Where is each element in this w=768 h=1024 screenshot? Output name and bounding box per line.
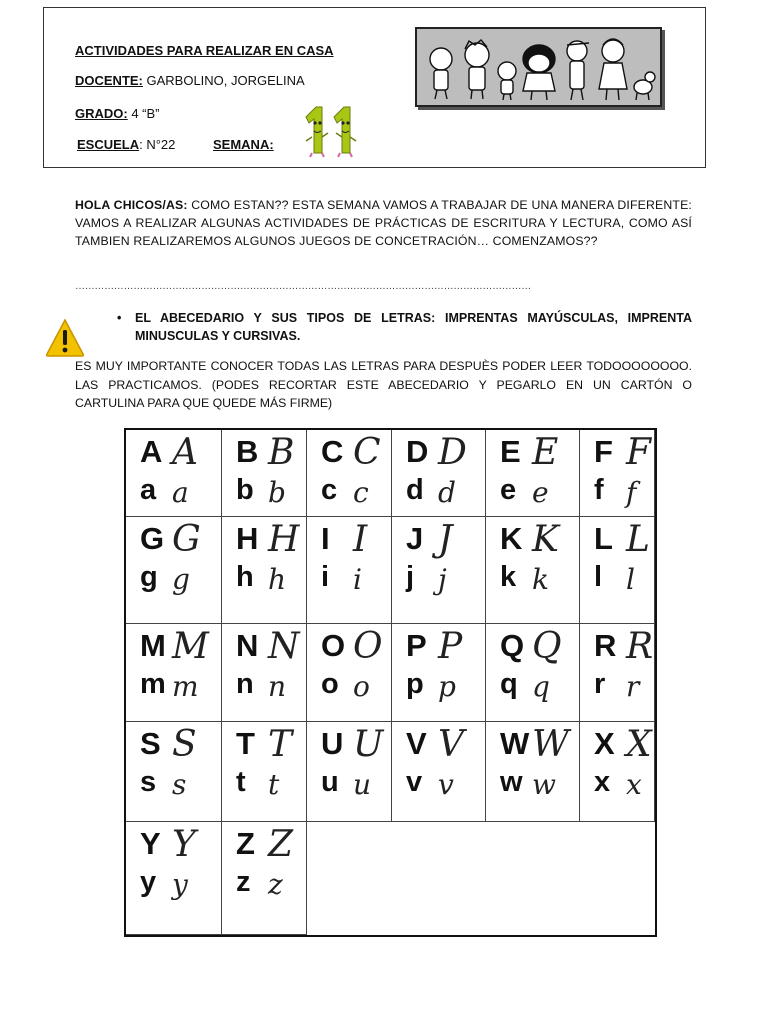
alphabet-cell-w [486, 722, 580, 822]
letter-cursive-upper: G [172, 519, 201, 560]
letter-print-lower: j [406, 561, 415, 593]
letter-print-lower: k [500, 561, 517, 593]
letter-print-upper: Q [500, 628, 525, 663]
letter-print-lower: q [500, 668, 518, 700]
letter-cursive-upper: P [438, 626, 463, 667]
letter-print-lower: l [594, 561, 603, 593]
letter-print-upper: E [500, 434, 521, 469]
letter-print-lower: b [236, 474, 254, 506]
bullet-marker: • [117, 311, 122, 325]
letter-print-upper: W [500, 726, 530, 761]
letter-print-lower: g [140, 561, 158, 593]
letter-cursive-upper: Z [268, 824, 294, 865]
letter-print-upper: D [406, 434, 429, 469]
week-number-digit-1 [306, 107, 328, 157]
letter-print-lower: i [321, 561, 330, 593]
alphabet-cell-n [222, 624, 307, 722]
letter-print-upper: B [236, 434, 259, 469]
letter-print-lower: y [140, 866, 157, 898]
letter-cursive-upper: U [353, 724, 384, 765]
letter-cursive-lower: v [438, 768, 454, 801]
letter-print-upper: R [594, 628, 617, 663]
letter-print-lower: m [140, 668, 166, 700]
letter-cursive-upper: R [626, 626, 654, 667]
letter-cursive-lower: t [268, 768, 280, 801]
letter-print-lower: o [321, 668, 339, 700]
letter-print-lower: d [406, 474, 424, 506]
letter-cursive-lower: e [532, 476, 549, 509]
letter-print-upper: V [406, 726, 427, 761]
letter-cursive-upper: I [353, 519, 368, 560]
letter-print-upper: A [140, 434, 163, 469]
alphabet-cell-l [580, 517, 655, 624]
docente-label: DOCENTE: [75, 73, 143, 88]
letter-print-lower: s [140, 766, 157, 798]
grado-label: GRADO: [75, 106, 128, 121]
letter-cursive-lower: c [353, 476, 369, 509]
docente-value: GARBOLINO, JORGELINA [142, 73, 305, 88]
alphabet-cell-q [486, 624, 580, 722]
letter-cursive-lower: a [172, 476, 189, 509]
intro-paragraph [75, 196, 692, 250]
alphabet-cell-r [580, 624, 655, 722]
letter-print-lower: c [321, 474, 338, 506]
alphabet-cell-a [126, 430, 222, 517]
letter-print-upper: F [594, 434, 613, 469]
letter-cursive-upper: Q [532, 626, 562, 667]
letter-print-lower: v [406, 766, 423, 798]
letter-print-lower: t [236, 766, 246, 798]
letter-cursive-lower: w [532, 768, 556, 801]
letter-print-lower: n [236, 668, 254, 700]
letter-print-upper: I [321, 521, 330, 556]
letter-print-upper: N [236, 628, 259, 663]
alphabet-cell-c [307, 430, 392, 517]
letter-cursive-upper: M [172, 626, 209, 667]
letter-cursive-upper: W [532, 724, 570, 765]
letter-print-upper: X [594, 726, 615, 761]
alphabet-cell-f [580, 430, 655, 517]
letter-print-upper: J [406, 521, 424, 556]
letter-print-upper: S [140, 726, 161, 761]
letter-cursive-lower: l [626, 563, 635, 596]
letter-print-lower: w [500, 766, 523, 798]
letter-print-upper: K [500, 521, 523, 556]
letter-cursive-upper: T [268, 724, 293, 765]
letter-cursive-upper: S [172, 724, 197, 765]
letter-print-upper: Z [236, 826, 255, 861]
alphabet-cell-e [486, 430, 580, 517]
intro-text: COMO ESTAN?? ESTA SEMANA VAMOS A TRABAJAR DE UNA MANERA DIFERENTE: VAMOS A REALIZAR ALGUNAS ACTIVIDADES DE PRÁCTICAS DE ESCRITURA Y LECTURA, COMO ASÍ TAMBIEN REALIZAREMOS ALGUNOS JUEGOS DE CONCETRACIÓN… COMENZAMOS?? [75, 198, 692, 248]
letter-cursive-upper: E [532, 432, 559, 473]
letter-cursive-lower: o [353, 670, 370, 703]
letter-cursive-upper: J [438, 519, 453, 560]
alphabet-cell-m [126, 624, 222, 722]
alphabet-cell-s [126, 722, 222, 822]
alphabet-cell-y [126, 822, 222, 935]
letter-print-lower: x [594, 766, 611, 798]
dotted-separator: …………………………………………………………………………………………………………………………… [75, 281, 531, 292]
letter-cursive-upper: F [626, 432, 651, 473]
mafalda-characters-illustration [415, 27, 662, 107]
alphabet-cell-p [392, 624, 486, 722]
letter-cursive-upper: V [438, 724, 464, 765]
letter-print-upper: L [594, 521, 613, 556]
letter-cursive-lower: x [626, 768, 642, 801]
letter-print-lower: e [500, 474, 517, 506]
letter-cursive-upper: O [353, 626, 383, 667]
letter-cursive-lower: j [438, 563, 447, 596]
letter-cursive-lower: q [532, 670, 550, 703]
semana-line [213, 137, 274, 152]
escuela-line [77, 137, 175, 152]
letter-cursive-lower: p [438, 670, 456, 703]
letter-print-lower: f [594, 474, 604, 506]
letter-cursive-upper: A [172, 432, 198, 473]
alphabet-cell-u [307, 722, 392, 822]
letter-print-lower: z [236, 866, 251, 898]
letter-cursive-upper: K [532, 519, 559, 560]
letter-cursive-upper: Y [172, 824, 196, 865]
letter-cursive-lower: m [172, 670, 199, 703]
grado-value: 4 “B” [127, 106, 160, 121]
letter-cursive-upper: N [268, 626, 300, 667]
letter-cursive-lower: s [172, 768, 187, 801]
semana-label: SEMANA: [213, 137, 274, 152]
letter-print-upper: Y [140, 826, 161, 861]
alphabet-cell-h [222, 517, 307, 624]
letter-cursive-lower: z [268, 868, 283, 901]
alphabet-cell-v [392, 722, 486, 822]
letter-cursive-lower: r [626, 670, 640, 703]
letter-cursive-lower: b [268, 476, 286, 509]
letter-cursive-lower: i [353, 563, 362, 596]
alphabet-cell-d [392, 430, 486, 517]
alphabet-cell-b [222, 430, 307, 517]
letter-print-lower: r [594, 668, 606, 700]
letter-cursive-lower: d [438, 476, 456, 509]
letter-print-lower: u [321, 766, 339, 798]
letter-cursive-lower: g [172, 563, 190, 596]
docente-line [75, 73, 305, 88]
letter-cursive-lower: f [626, 476, 637, 509]
bullet-text: EL ABECEDARIO Y SUS TIPOS DE LETRAS: IMPRENTAS MAYÚSCULAS, IMPRENTA MINUSCULAS Y CURSIVAS. [135, 311, 692, 343]
alphabet-cell-x [580, 722, 655, 822]
letter-print-lower: p [406, 668, 424, 700]
worksheet-title: ACTIVIDADES PARA REALIZAR EN CASA [75, 43, 334, 58]
letter-print-upper: P [406, 628, 427, 663]
letter-print-lower: a [140, 474, 157, 506]
alphabet-cell-j [392, 517, 486, 624]
letter-cursive-lower: n [268, 670, 287, 703]
week-number-graphic [300, 103, 362, 159]
letter-cursive-upper: C [353, 432, 381, 473]
letter-print-upper: O [321, 628, 346, 663]
letter-print-upper: G [140, 521, 165, 556]
letter-cursive-upper: D [438, 432, 467, 473]
alphabet-cell-z [222, 822, 307, 935]
letter-cursive-upper: H [268, 519, 300, 560]
letter-print-lower: h [236, 561, 254, 593]
alphabet-chart [124, 428, 657, 937]
alphabet-cell-g [126, 517, 222, 624]
alphabet-cell-o [307, 624, 392, 722]
letter-cursive-lower: h [268, 563, 287, 596]
letter-cursive-lower: u [353, 768, 372, 801]
intro-greeting: HOLA CHICOS/AS: [75, 198, 188, 212]
letter-print-upper: C [321, 434, 344, 469]
letter-print-upper: T [236, 726, 255, 761]
alphabet-cell-i [307, 517, 392, 624]
letter-cursive-upper: L [626, 519, 650, 560]
instructions-paragraph: ES MUY IMPORTANTE CONOCER TODAS LAS LETRAS PARA DESPUÈS PODER LEER TODOOOOOOOO. LAS PRACTICAMOS. (PODES RECORTAR ESTE ABECEDARIO Y PEGARLO EN UN CARTÓN O CARTULINA PARA QUE QUEDE MÁS FIRME) [75, 359, 692, 410]
week-number-digit-2 [334, 107, 356, 157]
letter-print-upper: U [321, 726, 344, 761]
warning-icon [45, 318, 85, 358]
bullet-item [117, 309, 692, 345]
escuela-value: : N°22 [139, 137, 176, 152]
letter-print-upper: H [236, 521, 259, 556]
letter-cursive-lower: k [532, 563, 549, 596]
alphabet-cell-k [486, 517, 580, 624]
alphabet-cell-t [222, 722, 307, 822]
letter-cursive-upper: X [626, 724, 652, 765]
escuela-label: ESCUELA [77, 137, 140, 152]
letter-cursive-lower: y [172, 868, 188, 901]
grado-line [75, 106, 160, 121]
letter-print-upper: M [140, 628, 166, 663]
letter-cursive-upper: B [268, 432, 295, 473]
